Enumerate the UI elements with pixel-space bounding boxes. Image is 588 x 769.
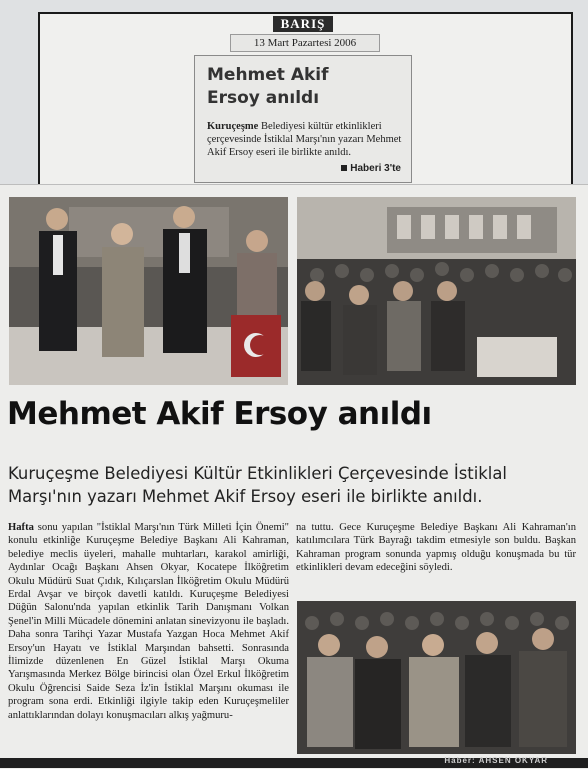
- teaser-lead-bold: Kuruçeşme: [207, 121, 259, 132]
- article-col1-text: sonu yapılan "İstiklal Marşı'nın Türk Milleti İçin Önemi" konulu etkinliğe Kuruçeşme Belediye Başkanı Ali Kahraman, belediye meclis üyeleri, mahalle muhtarları, karakol amirliği, Aydınlar Ocağı Başkanı Ahsen Okyar, Kocatepe İlköğretim Okulu Müdürü Suat Çıdık, Kılıçarslan İlköğretim Okulu Müdürü Erdal Avşar ve birçok davetli katıldı. Kuruçeşme Belediyesi Düğün Salonu'nda yapılan etkinlik Tarih Danışmanı Volkan Şenel'in Milli Mücadele dönemini anlatan sinevizyonu ile başladı. Daha sonra Tarihçi Yazar Mustafa Yazgan Hoca Mehmet Akif Ersoy'un Hayatı ve İstiklal Marşından bahsetti. Sonrasında İlimizde düzenlenen En Güzel İstiklal Marşı Okuma Yarışmasında Merkez Bölge birincisi olan Özel Erkul İlköğretim Okulu Öğrencisi Saide Seza İz'in İstiklal Marşını okuması ile program sona erdi. Etkinliği ilgiyle takip eden Kuruçeşmeliler anlattıklarından dolayı konuşmacıları alkış yağmuru-: [8, 522, 289, 721]
- article-subhead: Kuruçeşme Belediyesi Kültür Etkinlikleri Çerçevesinde İstiklal Marşı'nın yazarı Mehmet Akif Ersoy eseri ile birlikte anıldı.: [8, 464, 507, 506]
- article-col2-text: na tuttu. Gece Kuruçeşme Belediye Başkanı Ali Kahraman'ın katılımcılara Türk Bayrağı takdim etmesiyle son buldu. Başkan Kahraman program sonunda yapmış olduğu konuşmada bu tür etkinlikleri devam edeceğini söyledi.: [296, 522, 576, 574]
- teaser-more-link: [341, 163, 401, 174]
- teaser-body: [207, 120, 403, 159]
- photo-speakers-on-stage: [9, 197, 288, 385]
- teaser-title: [207, 64, 407, 110]
- teaser-lead-text: Belediyesi kültür etkinlikleri çerçevesinde İstiklal Marşı'nın yazarı Mehmet Akif Ersoy eseri ile birlikte anıldı.: [207, 121, 402, 158]
- dateline: 13 Mart Pazartesi 2006: [230, 34, 380, 52]
- front-page-teaser: [194, 55, 412, 183]
- article-column-2: [296, 521, 576, 575]
- photo-audience-hall: [297, 197, 576, 385]
- square-bullet-icon: [341, 165, 347, 171]
- article-lead-bold: Hafta: [8, 522, 34, 533]
- teaser-more-text: Haberi 3'te: [350, 163, 401, 174]
- article-column-1: [8, 521, 289, 722]
- speakers-photo-illustration: [9, 197, 288, 385]
- front-row-photo-illustration: [297, 601, 576, 754]
- article-headline: Mehmet Akif Ersoy anıldı: [7, 396, 432, 432]
- teaser-title-line2: Ersoy anıldı: [207, 88, 320, 108]
- teaser-title-line1: Mehmet Akif: [207, 65, 329, 85]
- audience-hall-photo-illustration: [297, 197, 576, 385]
- photo-front-row-guests: [297, 601, 576, 754]
- article-byline: Haber: AHSEN OKYAR: [444, 756, 548, 765]
- newspaper-masthead-logo: BARIŞ: [273, 16, 333, 32]
